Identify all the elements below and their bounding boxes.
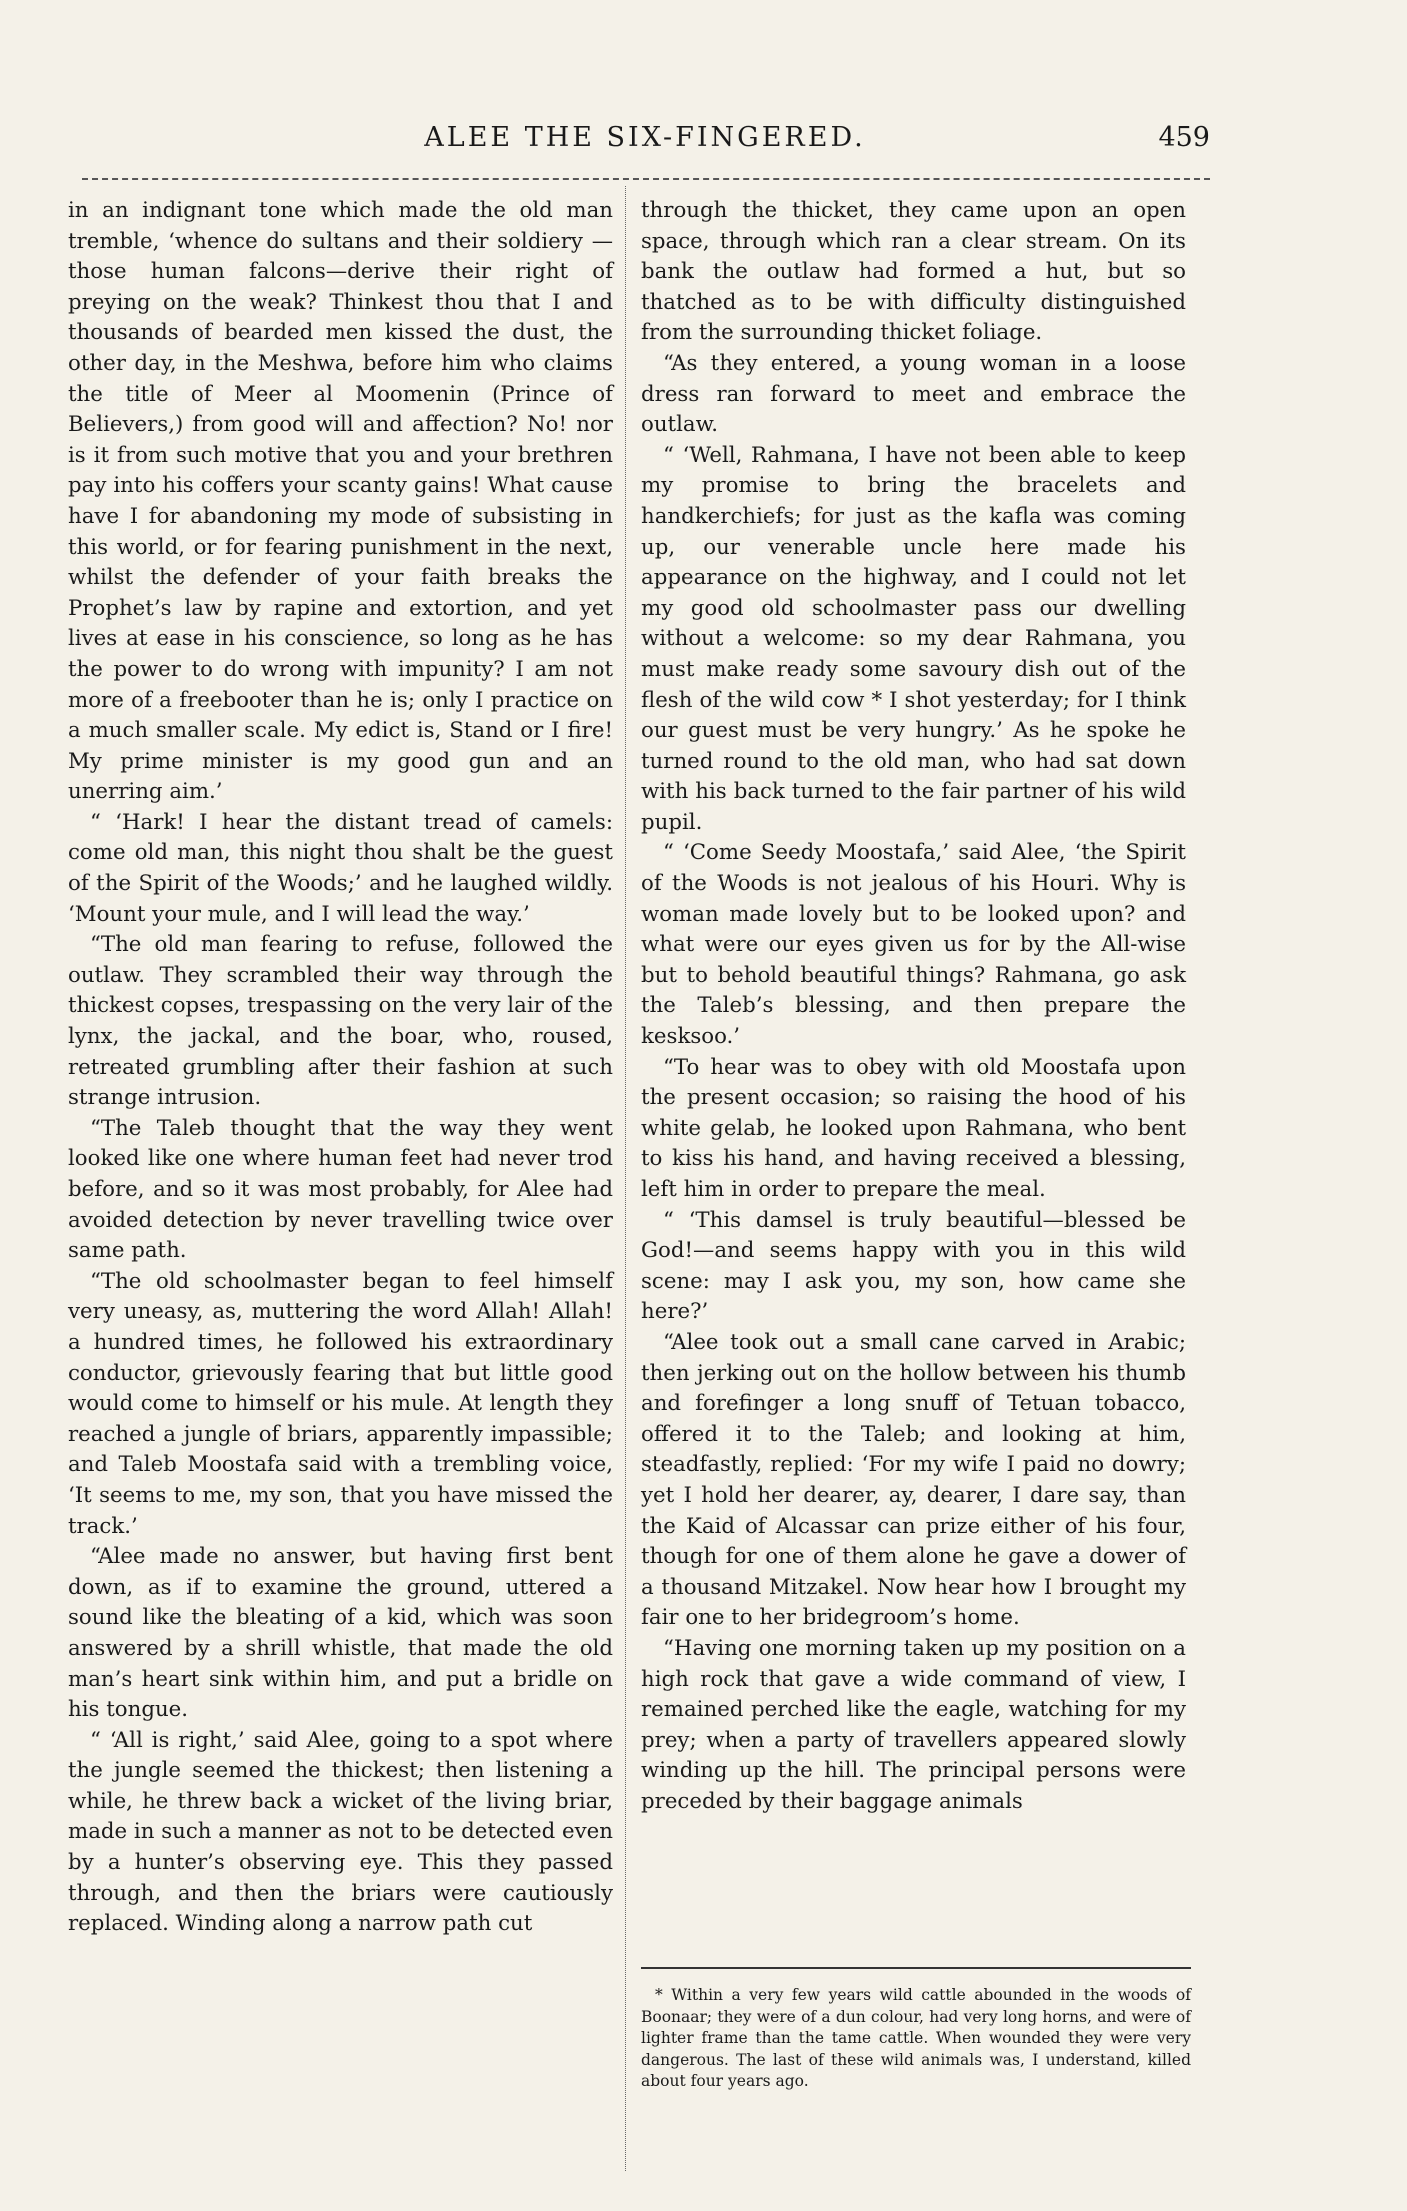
- paragraph: “Alee made no answer, but having first bent down, as if to examine the ground, uttered a sound like the bleating of a kid, which was soon answered by a shrill whistle, that made the old man’s heart sink within him, and put a bridle on his tongue.: [68, 1544, 613, 1723]
- right-column: [641, 196, 1186, 1817]
- paragraph: “The old man fearing to refuse, followed the outlaw. They scrambled their way through the thickest copses, trespassing on the very lair of the lynx, the jackal, and the boar, who, roused, retreated grumbling after their fashion at such strange intrusion.: [68, 932, 613, 1111]
- paragraph: “The old schoolmaster began to feel himself very uneasy, as, muttering the word Allah! Allah! a hundred times, he followed his extraordinary conductor, grievously fearing that but little good would come to himself or his mule. At length they reached a jungle of briars, apparently impassible; and Taleb Moostafa said with a trembling voice, ‘It seems to me, my son, that you have missed the track.’: [68, 1268, 613, 1539]
- page-number: 459: [1158, 122, 1210, 153]
- paragraph: “Having one morning taken up my position on a high rock that gave a wide command of view, I remained perched like the eagle, watching for my prey; when a party of travellers appeared slowly winding up the hill. The principal persons were preceded by their baggage animals: [641, 1635, 1186, 1814]
- paragraph: “To hear was to obey with old Moostafa upon the present occasion; so raising the hood of his white gelab, he looked upon Rahmana, who bent to kiss his hand, and having received a blessing, left him in order to prepare the meal.: [641, 1054, 1186, 1202]
- running-title: ALEE THE SIX-FINGERED.: [424, 122, 866, 153]
- paragraph: “As they entered, a young woman in a loose dress ran forward to meet and embrace the outlaw.: [641, 350, 1186, 438]
- paragraph: “ ‘Come Seedy Moostafa,’ said Alee, ‘the Spirit of the Woods is not jealous of his Houri. Why is woman made lovely but to be looked upon? and what were our eyes given us for by the All-wise but to behold beautiful things? Rahmana, go ask the Taleb’s blessing, and then prepare the kesksoo.’: [641, 840, 1186, 1050]
- page-header: [80, 122, 1210, 162]
- footnote-rule: [641, 1967, 1191, 1969]
- paragraph: “ ‘This damsel is truly beautiful—blessed be God!—and seems happy with you in this wild scene: may I ask you, my son, how came she here?’: [641, 1207, 1186, 1325]
- paragraph: in an indignant tone which made the old man tremble, ‘whence do sultans and their soldiery —those human falcons—derive their right of preying on the weak? Thinkest thou that I and thousands of bearded men kissed the dust, the other day, in the Meshwa, before him who claims the title of Meer al Moomenin (Prince of Believers,) from good will and affection? No! nor is it from such motive that you and your brethren pay into his coffers your scanty gains! What cause have I for abandoning my mode of subsisting in this world, or for fearing punishment in the next, whilst the defender of your faith breaks the Prophet’s law by rapine and extortion, and yet lives at ease in his conscience, so long as he has the power to do wrong with impunity? I am not more of a freebooter than he is; only I practice on a much smaller scale. My edict is, Stand or I fire! My prime minister is my good gun and an unerring aim.’: [68, 198, 613, 805]
- paragraph: “ ‘Hark! I hear the distant tread of camels: come old man, this night thou shalt be the guest of the Spirit of the Woods;’ and he laughed wildly. ‘Mount your mule, and I will lead the way.’: [68, 809, 613, 927]
- footnote-text: * Within a very few years wild cattle abounded in the woods of Boonaar; they were of a dun colour, had very long horns, and were of lighter frame than the tame cattle. When wounded they were very dangerous. The last of these wild animals was, I understand, killed about four years ago.: [641, 1986, 1191, 2090]
- paragraph: “The Taleb thought that the way they went looked like one where human feet had never trod before, and so it was most probably, for Alee had avoided detection by never travelling twice over same path.: [68, 1115, 613, 1264]
- footnote: [641, 1985, 1191, 2093]
- paragraph: through the thicket, they came upon an open space, through which ran a clear stream. On its bank the outlaw had formed a hut, but so thatched as to be with difficulty distinguished from the surrounding thicket foliage.: [641, 198, 1186, 346]
- paragraph: “ ‘All is right,’ said Alee, going to a spot where the jungle seemed the thickest; then listening a while, he threw back a wicket of the living briar, made in such a manner as not to be detected even by a hunter’s observing eye. This they passed through, and then the briars were cautiously replaced. Winding along a narrow path cut: [68, 1727, 613, 1937]
- column-divider: [625, 186, 626, 2171]
- paragraph: “Alee took out a small cane carved in Arabic; then jerking out on the hollow between his thumb and forefinger a long snuff of Tetuan tobacco, offered it to the Taleb; and looking at him, steadfastly, replied: ‘For my wife I paid no dowry; yet I hold her dearer, ay, dearer, I dare say, than the Kaid of Alcassar can prize either of his four, though for one of them alone he gave a dower of a thousand Mitzakel. Now hear how I brought my fair one to her bridegroom’s home.: [641, 1329, 1186, 1631]
- left-column: [68, 196, 613, 1940]
- header-rule: [82, 178, 1210, 180]
- paragraph: “ ‘Well, Rahmana, I have not been able to keep my promise to bring the bracelets and handkerchiefs; for just as the kafla was coming up, our venerable uncle here made his appearance on the highway, and I could not let my good old schoolmaster pass our dwelling without a welcome: so my dear Rahmana, you must make ready some savoury dish out of the flesh of the wild cow * I shot yesterday; for I think our guest must be very hungry.’ As he spoke he turned round to the old man, who had sat down with his back turned to the fair partner of his wild pupil.: [641, 442, 1186, 835]
